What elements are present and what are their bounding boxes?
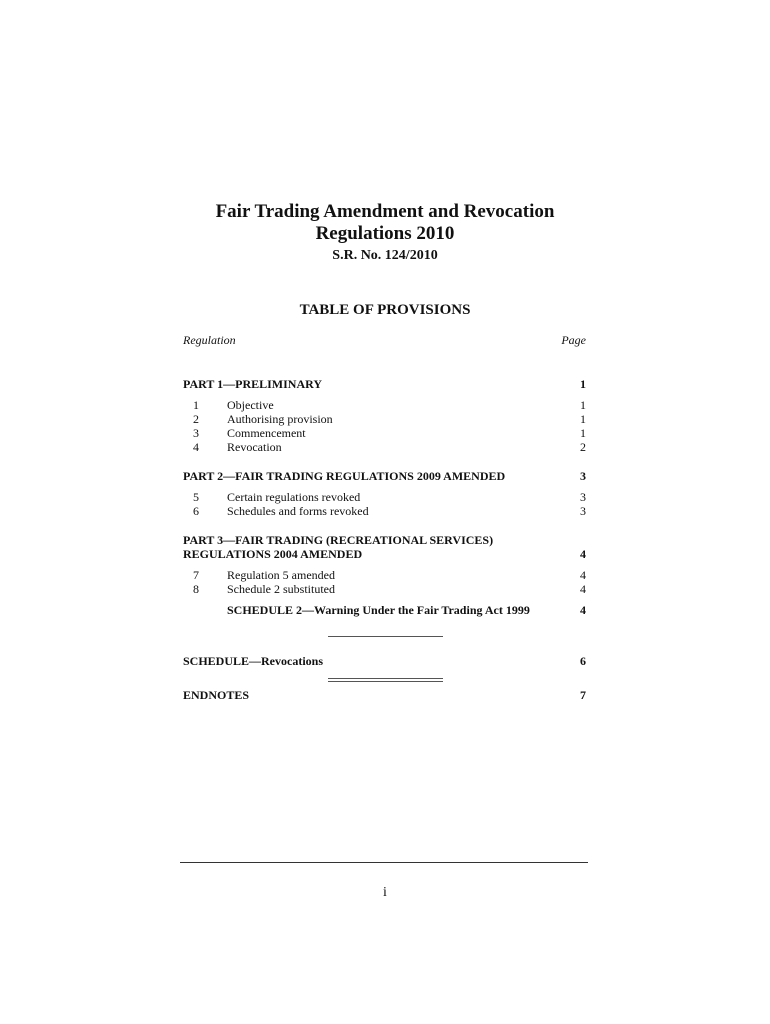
document-title-line-1: Fair Trading Amendment and Revocation: [215, 201, 555, 222]
statutory-rule-number: S.R. No. 124/2010: [332, 248, 438, 263]
item-number: 5: [193, 490, 199, 504]
item-number: 6: [193, 504, 199, 518]
column-header-regulation: Regulation: [183, 333, 236, 347]
toc-part-3-line-2[interactable]: [183, 547, 586, 561]
footer-page-number: i: [383, 885, 387, 900]
toc-heading: TABLE OF PROVISIONS: [299, 302, 471, 318]
page-number: 3: [580, 490, 586, 504]
page-number: 3: [580, 504, 586, 518]
part-heading: PART 1—PRELIMINARY: [183, 377, 323, 391]
page-number: 4: [580, 547, 586, 561]
toc-part-3-line-1[interactable]: [183, 533, 586, 547]
schedule-label: SCHEDULE 2—Warning Under the Fair Trading Act 1999: [227, 603, 530, 617]
item-number: 8: [193, 582, 199, 596]
part-heading: PART 2—FAIR TRADING REGULATIONS 2009 AMENDED: [183, 469, 506, 483]
divider-single: [328, 636, 443, 637]
schedule-label: SCHEDULE—Revocations: [183, 654, 324, 668]
footer-rule: [180, 862, 588, 863]
toc-endnotes[interactable]: [183, 688, 586, 702]
divider-double: [328, 678, 443, 682]
page-number: 2: [580, 440, 586, 454]
page-number: 6: [580, 654, 586, 668]
item-number: 7: [193, 568, 199, 582]
part-heading: REGULATIONS 2004 AMENDED: [183, 547, 363, 561]
page-number: 1: [580, 398, 586, 412]
page-number: 1: [580, 412, 586, 426]
item-label: Commencement: [227, 426, 306, 440]
page-number: 7: [580, 688, 586, 702]
toc-part-2[interactable]: [183, 469, 586, 483]
item-label: Certain regulations revoked: [227, 490, 361, 504]
page-number: 3: [580, 469, 586, 483]
item-label: Regulation 5 amended: [227, 568, 335, 582]
endnotes-label: ENDNOTES: [183, 688, 250, 702]
item-number: 3: [193, 426, 199, 440]
document-title-line-2: Regulations 2010: [315, 223, 455, 244]
item-number: 4: [193, 440, 199, 454]
toc-part-1[interactable]: [183, 377, 586, 391]
item-label: Objective: [227, 398, 274, 412]
item-label: Authorising provision: [227, 412, 333, 426]
page-number: 1: [580, 377, 586, 391]
page-number: 4: [580, 568, 586, 582]
page-number: 4: [580, 582, 586, 596]
item-label: Schedule 2 substituted: [227, 582, 335, 596]
part-heading: PART 3—FAIR TRADING (RECREATIONAL SERVICES): [183, 533, 494, 547]
column-header-page: Page: [561, 333, 586, 347]
item-label: Revocation: [227, 440, 282, 454]
item-label: Schedules and forms revoked: [227, 504, 369, 518]
toc-schedule-revocations[interactable]: [183, 654, 586, 668]
item-number: 1: [193, 398, 199, 412]
page-number: 4: [580, 603, 586, 617]
page-number: 1: [580, 426, 586, 440]
item-number: 2: [193, 412, 199, 426]
